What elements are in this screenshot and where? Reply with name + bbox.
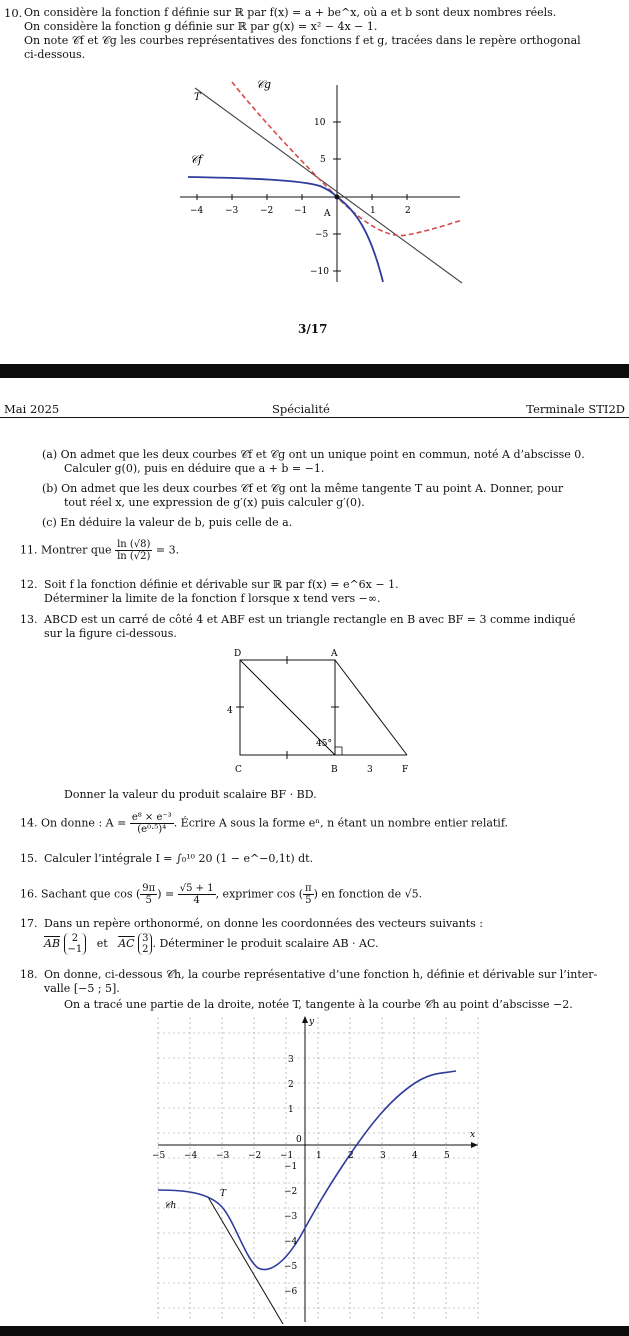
q18-line1: On donne, ci-dessous 𝒞h, la courbe représentative d’une fonction h, définie et dérivable sur l’inter-	[44, 968, 598, 981]
vector-ac-coords: 3 2	[138, 933, 152, 955]
q15-text: Calculer l’intégrale I = ∫₀¹⁰ 20 (1 − e^−0,1t) dt.	[44, 852, 314, 865]
q14-fraction: $\frac{\text{e⁸ × e⁻³}}{\text{(e⁰·⁵)⁴}}$	[131, 812, 172, 835]
q11-number: 11.	[20, 543, 38, 557]
header-class: Terminale STI2D	[526, 402, 625, 416]
q16-text2: , exprimer cos	[215, 887, 296, 901]
xtick-label: 2	[348, 1151, 354, 1161]
xtick-label: 3	[380, 1151, 386, 1161]
q10-line3: On note 𝒞f et 𝒞g les courbes représentatives des fonctions f et g, tracées dans le repère orthogonal	[24, 34, 581, 47]
q10b-line1: (b) On admet que les deux courbes 𝒞f et 𝒞g ont la même tangente T au point A. Donner, pour	[42, 482, 564, 495]
tangent-line-t	[208, 1197, 283, 1324]
label-y: y	[309, 1017, 315, 1027]
q18-number: 18.	[20, 968, 38, 981]
q11-end: = 3.	[155, 543, 180, 557]
tangent-line-t	[195, 88, 462, 283]
ytick-label: 1	[288, 1105, 294, 1115]
x-axis-arrow	[471, 1142, 478, 1148]
label-ch: 𝒞h	[164, 1201, 177, 1211]
q11-fraction: $\frac{\ln (√8)}{\ln (√2)}$	[117, 539, 151, 562]
label-angle: 45°	[316, 739, 332, 749]
q10-number: 10.	[4, 6, 23, 20]
ytick-label: −4	[284, 1237, 298, 1247]
ytick-label: −5	[315, 230, 329, 240]
q14-text: On donne : A =	[41, 816, 127, 830]
label-cg: 𝒞g	[256, 78, 272, 91]
label-b: B	[331, 765, 338, 775]
label-d: D	[234, 649, 242, 659]
q10c-line1: (c) En déduire la valeur de b, puis celle de a.	[42, 516, 293, 529]
label-t: T	[220, 1189, 227, 1199]
label-x: x	[470, 1130, 476, 1140]
page-separator	[0, 364, 629, 378]
ytick-label: −6	[284, 1287, 298, 1297]
q12-number: 12.	[20, 578, 38, 591]
graph-ch	[150, 1012, 490, 1324]
q10-line2: On considère la fonction g définie sur ℝ par g(x) = x² − 4x − 1.	[24, 20, 378, 33]
xtick-label: 5	[444, 1151, 450, 1161]
segment-af	[335, 660, 407, 755]
xtick-label: 4	[412, 1151, 418, 1161]
q13-question: Donner la valeur du produit scalaire BF · BD.	[64, 788, 317, 801]
q14	[20, 812, 508, 835]
xtick-label: 1	[370, 206, 376, 216]
label-bf: 3	[367, 765, 373, 775]
ytick-label: 3	[288, 1055, 294, 1065]
xtick-label: −2	[248, 1151, 262, 1161]
ytick-label: 5	[320, 155, 326, 165]
page-number: 3/17	[298, 322, 328, 336]
xtick-label: −1	[294, 206, 308, 216]
page-bottom-band	[0, 1326, 629, 1336]
label-f: F	[402, 765, 409, 775]
q10-line4: ci-dessous.	[24, 48, 86, 61]
q16-frac1: $\frac{9\pi}{5}$	[142, 883, 156, 906]
vector-ab: $\overline{AB}$	[44, 937, 61, 950]
point-a	[335, 195, 340, 200]
header-subject: Spécialité	[272, 402, 330, 416]
q18-line3: On a tracé une partie de la droite, notée T, tangente à la courbe 𝒞h au point d’abscisse −2.	[64, 998, 573, 1011]
q18-line2: valle [−5 ; 5].	[44, 982, 120, 995]
q16-frac2: $\frac{√5 + 1}{4}$	[179, 883, 214, 906]
vector-ab-coords: 2 −1	[64, 933, 87, 955]
xtick-label: −2	[260, 206, 274, 216]
ytick-label: 10	[314, 118, 326, 128]
ytick-label: −5	[284, 1262, 298, 1272]
xtick-label: 1	[316, 1151, 322, 1161]
q13-number: 13.	[20, 613, 38, 626]
q17-et: et	[96, 937, 108, 950]
q12-line2: Déterminer la limite de la fonction f lorsque x tend vers −∞.	[44, 592, 381, 605]
q16: 16. Sachant que cos ( $\frac{9\pi}{5}$ ) = $\frac{√5 + 1}{4}$ , exprimer cos ( $\frac{\pi}{5}$ ) en fonction de √5.	[20, 883, 423, 906]
q16-number: 16.	[20, 887, 38, 901]
q12-line1: Soit f la fonction définie et dérivable sur ℝ par f(x) = e^6x − 1.	[44, 578, 399, 591]
ytick-label: −3	[284, 1212, 298, 1222]
square-triangle-figure	[225, 645, 425, 780]
label-side: 4	[227, 706, 233, 716]
xtick-label: −4	[190, 206, 204, 216]
q17-end: . Déterminer le produit scalaire AB · AC.	[152, 937, 379, 950]
ytick-label: 2	[288, 1080, 294, 1090]
q17-line1: Dans un repère orthonormé, on donne les coordonnées des vecteurs suivants :	[44, 917, 483, 930]
curve-cf	[188, 177, 383, 282]
q10-line1: On considère la fonction f définie sur ℝ par f(x) = a + be^x, où a et b sont deux nombres réels.	[24, 6, 557, 19]
q10b-line2: tout réel x, une expression de g′(x) puis calculer g′(0).	[64, 496, 365, 509]
label-t: T	[194, 92, 201, 103]
ytick-label: −1	[284, 1162, 298, 1172]
graph-cf-cg	[170, 70, 470, 285]
vector-ac: $\overline{AC}$	[118, 937, 135, 950]
label-a: A	[331, 649, 338, 659]
q11	[20, 539, 179, 562]
xtick-label: 0	[296, 1135, 302, 1145]
label-a: A	[324, 209, 331, 219]
q13-line2: sur la figure ci-dessous.	[44, 627, 177, 640]
q14-end: . Écrire A sous la forme eⁿ, n étant un nombre entier relatif.	[173, 816, 509, 830]
y-axis-arrow	[302, 1016, 308, 1023]
q16-eq: =	[165, 887, 175, 901]
q10a-line1: (a) On admet que les deux courbes 𝒞f et 𝒞g ont un unique point en commun, noté A d’abscisse 0.	[42, 448, 585, 461]
grid	[158, 1017, 478, 1322]
q11-text: Montrer que	[41, 543, 112, 557]
q14-number: 14.	[20, 816, 38, 830]
ytick-label: −2	[284, 1187, 298, 1197]
q16-frac3: $\frac{\pi}{5}$	[305, 883, 312, 906]
label-c: C	[235, 765, 242, 775]
xtick-label: −3	[225, 206, 239, 216]
header-rule	[0, 417, 629, 418]
xtick-label: 2	[405, 206, 411, 216]
q17-number: 17.	[20, 917, 38, 930]
q17-line2	[44, 933, 379, 955]
q15-number: 15.	[20, 852, 38, 865]
right-angle-mark	[335, 747, 342, 755]
xtick-label: −4	[184, 1151, 198, 1161]
q16-text3: en fonction de √5.	[321, 887, 423, 901]
xtick-label: −1	[280, 1151, 294, 1161]
xtick-label: −5	[152, 1151, 166, 1161]
xtick-label: −3	[216, 1151, 230, 1161]
q10a-line2: Calculer g(0), puis en déduire que a + b = −1.	[64, 462, 325, 475]
header-date: Mai 2025	[4, 402, 60, 416]
q13-line1: ABCD est un carré de côté 4 et ABF est un triangle rectangle en B avec BF = 3 comme indiqué	[44, 613, 576, 626]
ytick-label: −10	[310, 267, 329, 277]
q16-text1: Sachant que cos	[41, 887, 133, 901]
label-cf: 𝒞f	[190, 153, 203, 166]
curve-ch	[158, 1071, 456, 1270]
